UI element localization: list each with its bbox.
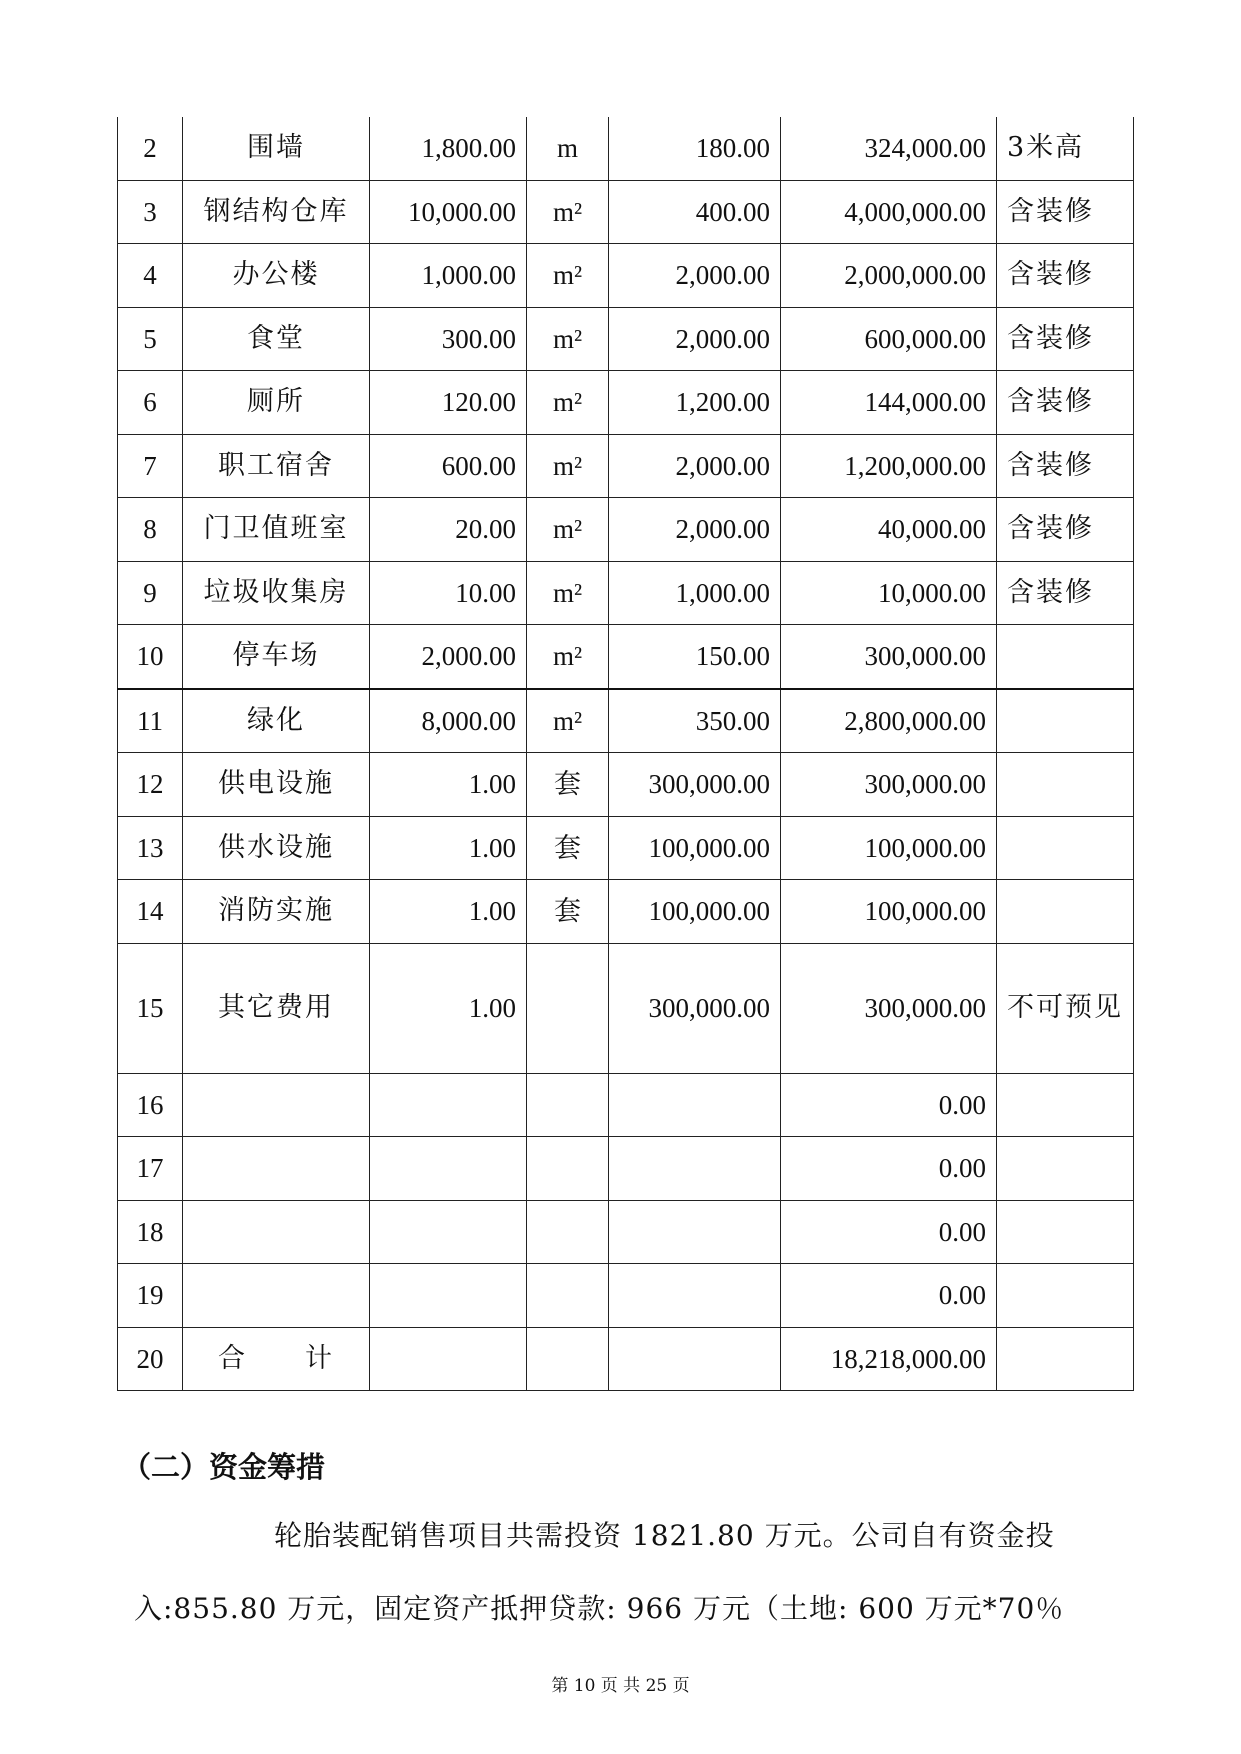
cell-item-name: 食堂 xyxy=(183,307,370,371)
cell-unit-price: 150.00 xyxy=(609,625,781,689)
cell-unit-price: 1,000.00 xyxy=(609,561,781,625)
cell-unit-price: 350.00 xyxy=(609,689,781,753)
table-row xyxy=(118,1200,1134,1264)
cell-unit-price: 400.00 xyxy=(609,180,781,244)
table-row xyxy=(118,498,1134,562)
cell-unit-price: 2,000.00 xyxy=(609,434,781,498)
cell-remark: 含装修 xyxy=(997,180,1134,244)
cell-item-name: 其它费用 xyxy=(183,943,370,1073)
cell-item-name: 消防实施 xyxy=(183,880,370,944)
table-row xyxy=(118,180,1134,244)
cell-item-name: 职工宿舍 xyxy=(183,434,370,498)
cell-remark xyxy=(997,1137,1134,1201)
cell-amount: 600,000.00 xyxy=(781,307,997,371)
budget-table xyxy=(117,117,1134,1391)
cell-amount: 40,000.00 xyxy=(781,498,997,562)
cell-quantity xyxy=(370,1073,527,1137)
cell-quantity: 2,000.00 xyxy=(370,625,527,689)
cell-number: 7 xyxy=(118,434,183,498)
cell-amount: 0.00 xyxy=(781,1137,997,1201)
cell-number: 19 xyxy=(118,1264,183,1328)
cell-number: 9 xyxy=(118,561,183,625)
table-row xyxy=(118,1327,1134,1391)
cell-remark: 含装修 xyxy=(997,371,1134,435)
cell-amount: 300,000.00 xyxy=(781,753,997,817)
cell-remark xyxy=(997,689,1134,753)
cell-unit: 套 xyxy=(527,880,609,944)
table-row xyxy=(118,117,1134,180)
cell-item-name: 合 计 xyxy=(183,1327,370,1391)
cell-unit-price: 300,000.00 xyxy=(609,753,781,817)
cell-number: 20 xyxy=(118,1327,183,1391)
cell-unit-price: 2,000.00 xyxy=(609,307,781,371)
cell-quantity: 1.00 xyxy=(370,880,527,944)
cell-quantity: 300.00 xyxy=(370,307,527,371)
table-body xyxy=(118,117,1134,1391)
cell-remark: 含装修 xyxy=(997,244,1134,308)
cell-unit-price: 100,000.00 xyxy=(609,816,781,880)
cell-quantity: 1,800.00 xyxy=(370,117,527,180)
cell-item-name: 门卫值班室 xyxy=(183,498,370,562)
cell-amount: 18,218,000.00 xyxy=(781,1327,997,1391)
cell-number: 3 xyxy=(118,180,183,244)
cell-quantity: 1,000.00 xyxy=(370,244,527,308)
cell-unit-price xyxy=(609,1264,781,1328)
table-row xyxy=(118,753,1134,817)
cell-quantity xyxy=(370,1200,527,1264)
cell-quantity: 10.00 xyxy=(370,561,527,625)
cell-number: 2 xyxy=(118,117,183,180)
cell-number: 18 xyxy=(118,1200,183,1264)
cell-remark: 不可预见 xyxy=(997,943,1134,1073)
cell-unit-price: 300,000.00 xyxy=(609,943,781,1073)
cell-unit: m² xyxy=(527,434,609,498)
cell-quantity: 1.00 xyxy=(370,943,527,1073)
cell-unit-price xyxy=(609,1327,781,1391)
cell-unit: 套 xyxy=(527,816,609,880)
cell-remark: 含装修 xyxy=(997,307,1134,371)
cell-remark: 含装修 xyxy=(997,561,1134,625)
cell-amount: 300,000.00 xyxy=(781,943,997,1073)
cell-quantity: 10,000.00 xyxy=(370,180,527,244)
cell-amount: 2,800,000.00 xyxy=(781,689,997,753)
table-row xyxy=(118,371,1134,435)
table-row xyxy=(118,689,1134,753)
cell-remark xyxy=(997,816,1134,880)
cell-amount: 0.00 xyxy=(781,1200,997,1264)
cell-remark: 含装修 xyxy=(997,434,1134,498)
cell-unit: m xyxy=(527,117,609,180)
cell-item-name: 供水设施 xyxy=(183,816,370,880)
cell-unit-price xyxy=(609,1137,781,1201)
cell-amount: 10,000.00 xyxy=(781,561,997,625)
cell-amount: 300,000.00 xyxy=(781,625,997,689)
cell-amount: 324,000.00 xyxy=(781,117,997,180)
cell-number: 4 xyxy=(118,244,183,308)
cell-quantity xyxy=(370,1137,527,1201)
cell-item-name xyxy=(183,1137,370,1201)
table-row xyxy=(118,1073,1134,1137)
cell-quantity: 1.00 xyxy=(370,753,527,817)
cell-item-name xyxy=(183,1200,370,1264)
cell-number: 14 xyxy=(118,880,183,944)
table-row xyxy=(118,307,1134,371)
cell-remark xyxy=(997,625,1134,689)
cell-unit: m² xyxy=(527,371,609,435)
cell-quantity: 20.00 xyxy=(370,498,527,562)
table-row xyxy=(118,943,1134,1073)
cell-quantity: 120.00 xyxy=(370,371,527,435)
cell-amount: 2,000,000.00 xyxy=(781,244,997,308)
cell-amount: 144,000.00 xyxy=(781,371,997,435)
page-footer: 第 10 页 共 25 页 xyxy=(551,1676,690,1696)
cell-amount: 4,000,000.00 xyxy=(781,180,997,244)
cell-unit: 套 xyxy=(527,753,609,817)
cell-amount: 0.00 xyxy=(781,1264,997,1328)
cell-number: 12 xyxy=(118,753,183,817)
cell-remark xyxy=(997,1264,1134,1328)
cell-unit: m² xyxy=(527,561,609,625)
cell-unit-price: 2,000.00 xyxy=(609,498,781,562)
cell-item-name xyxy=(183,1264,370,1328)
cell-unit: m² xyxy=(527,689,609,753)
cell-unit-price: 1,200.00 xyxy=(609,371,781,435)
cell-number: 6 xyxy=(118,371,183,435)
cell-amount: 100,000.00 xyxy=(781,880,997,944)
paragraph-line-2: 入:855.80 万元，固定资产抵押贷款: 966 万元（土地: 600 万元*70％ xyxy=(134,1592,1065,1625)
cell-quantity: 8,000.00 xyxy=(370,689,527,753)
cell-unit xyxy=(527,1073,609,1137)
cell-item-name: 垃圾收集房 xyxy=(183,561,370,625)
cell-remark xyxy=(997,1327,1134,1391)
cell-unit-price xyxy=(609,1073,781,1137)
paragraph-line-1: 轮胎装配销售项目共需投资 1821.80 万元。公司自有资金投 xyxy=(274,1519,1055,1552)
cell-number: 16 xyxy=(118,1073,183,1137)
cell-quantity: 1.00 xyxy=(370,816,527,880)
cell-unit xyxy=(527,1264,609,1328)
cell-number: 13 xyxy=(118,816,183,880)
cell-number: 11 xyxy=(118,689,183,753)
cell-quantity xyxy=(370,1327,527,1391)
table-row xyxy=(118,244,1134,308)
cell-remark xyxy=(997,753,1134,817)
cell-remark xyxy=(997,1200,1134,1264)
cell-quantity xyxy=(370,1264,527,1328)
cell-unit xyxy=(527,1200,609,1264)
cell-unit: m² xyxy=(527,180,609,244)
cell-unit: m² xyxy=(527,498,609,562)
cell-item-name: 围墙 xyxy=(183,117,370,180)
cell-remark: 3米高 xyxy=(997,117,1134,180)
cell-item-name: 钢结构仓库 xyxy=(183,180,370,244)
cell-unit-price: 180.00 xyxy=(609,117,781,180)
cell-unit-price xyxy=(609,1200,781,1264)
cell-item-name: 绿化 xyxy=(183,689,370,753)
cell-quantity: 600.00 xyxy=(370,434,527,498)
table-row xyxy=(118,1137,1134,1201)
cell-unit xyxy=(527,943,609,1073)
cell-number: 8 xyxy=(118,498,183,562)
cell-number: 17 xyxy=(118,1137,183,1201)
cell-amount: 1,200,000.00 xyxy=(781,434,997,498)
table-row xyxy=(118,1264,1134,1328)
cell-unit-price: 2,000.00 xyxy=(609,244,781,308)
cell-number: 10 xyxy=(118,625,183,689)
cell-amount: 100,000.00 xyxy=(781,816,997,880)
cell-item-name xyxy=(183,1073,370,1137)
cell-item-name: 供电设施 xyxy=(183,753,370,817)
cell-unit: m² xyxy=(527,244,609,308)
cell-unit-price: 100,000.00 xyxy=(609,880,781,944)
cell-item-name: 厕所 xyxy=(183,371,370,435)
cell-unit xyxy=(527,1137,609,1201)
cell-number: 5 xyxy=(118,307,183,371)
cell-unit: m² xyxy=(527,307,609,371)
cell-item-name: 停车场 xyxy=(183,625,370,689)
cell-amount: 0.00 xyxy=(781,1073,997,1137)
section-heading: （二）资金筹措 xyxy=(122,1450,326,1484)
table-row xyxy=(118,880,1134,944)
table-row xyxy=(118,816,1134,880)
cell-remark: 含装修 xyxy=(997,498,1134,562)
cell-unit xyxy=(527,1327,609,1391)
table-row xyxy=(118,625,1134,689)
cell-remark xyxy=(997,880,1134,944)
cell-item-name: 办公楼 xyxy=(183,244,370,308)
table-row xyxy=(118,561,1134,625)
cell-remark xyxy=(997,1073,1134,1137)
cell-number: 15 xyxy=(118,943,183,1073)
cell-unit: m² xyxy=(527,625,609,689)
table-row xyxy=(118,434,1134,498)
